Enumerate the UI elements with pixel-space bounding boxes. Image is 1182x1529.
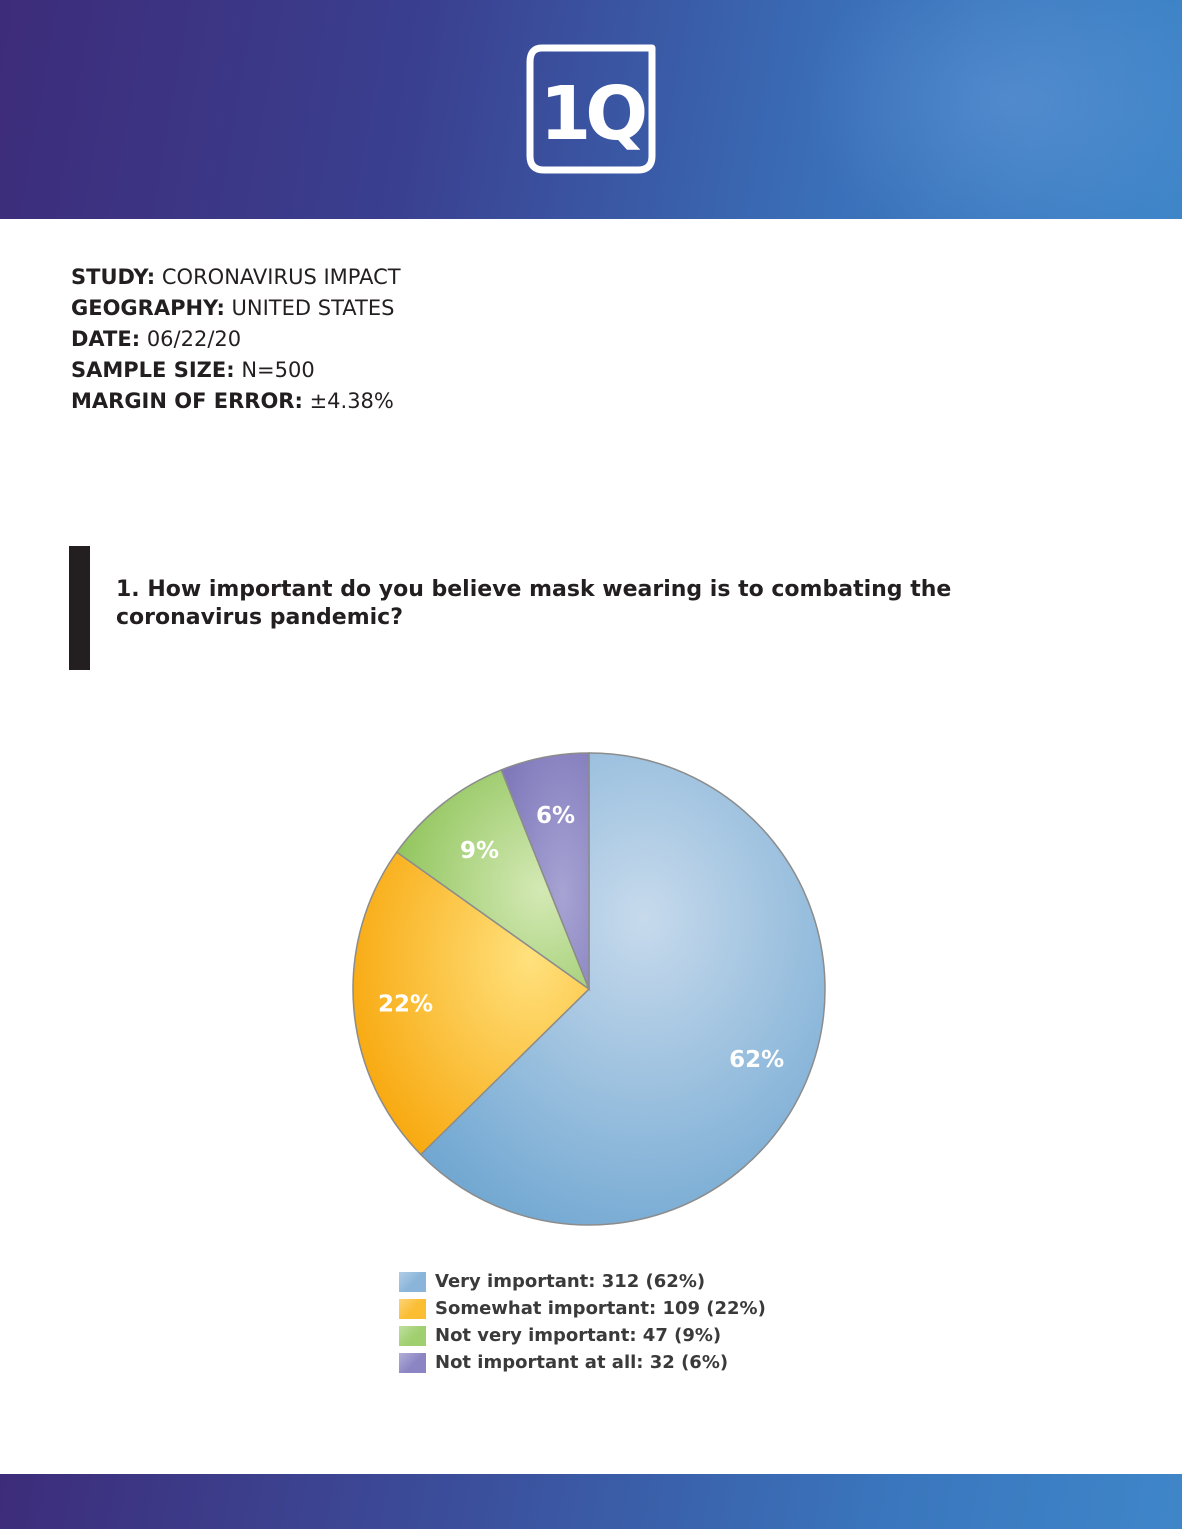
slice-label: 9% <box>460 837 500 864</box>
legend-item <box>399 1295 766 1322</box>
question-text: 1. How important do you believe mask wearing is to combating the coronavirus pandemic? <box>116 577 952 630</box>
study-info-row <box>71 386 401 417</box>
study-info-row <box>71 293 401 324</box>
legend-label: Very important: 312 (62%) <box>435 1271 706 1292</box>
chart-legend <box>399 1268 766 1376</box>
legend-swatch <box>399 1299 426 1319</box>
study-info-value: 06/22/20 <box>146 327 242 351</box>
legend-item <box>399 1349 766 1376</box>
study-info-value: UNITED STATES <box>231 296 395 320</box>
legend-label: Not very important: 47 (9%) <box>435 1325 722 1346</box>
slice-label: 22% <box>377 991 434 1018</box>
header-banner <box>0 0 1182 219</box>
legend-item <box>399 1322 766 1349</box>
study-info-value: CORONAVIRUS IMPACT <box>161 265 401 289</box>
legend-item <box>399 1268 766 1295</box>
study-info-row <box>71 262 401 293</box>
legend-label: Not important at all: 32 (6%) <box>435 1352 729 1373</box>
study-info-key: MARGIN OF ERROR: <box>71 389 303 413</box>
study-info-row <box>71 324 401 355</box>
header-glow <box>802 0 1182 219</box>
slice-label: 62% <box>729 1047 785 1074</box>
study-info-value: ±4.38% <box>309 389 394 413</box>
legend-swatch <box>399 1353 426 1373</box>
legend-swatch <box>399 1326 426 1346</box>
study-info-key: GEOGRAPHY: <box>71 296 225 320</box>
slice-label: 6% <box>535 803 576 830</box>
footer-banner <box>0 1474 1182 1529</box>
study-info-row <box>71 355 401 386</box>
1q-logo <box>526 44 656 174</box>
pie-chart <box>340 740 840 1240</box>
legend-label: Somewhat important: 109 (22%) <box>435 1298 766 1319</box>
legend-swatch <box>399 1272 426 1292</box>
question-accent-bar <box>69 546 90 670</box>
study-info-value: N=500 <box>241 358 315 382</box>
study-info <box>71 262 401 417</box>
logo-text: 1Q <box>539 71 643 157</box>
study-info-key: DATE: <box>71 327 141 351</box>
study-info-key: STUDY: <box>71 265 156 289</box>
study-info-key: SAMPLE SIZE: <box>71 358 235 382</box>
